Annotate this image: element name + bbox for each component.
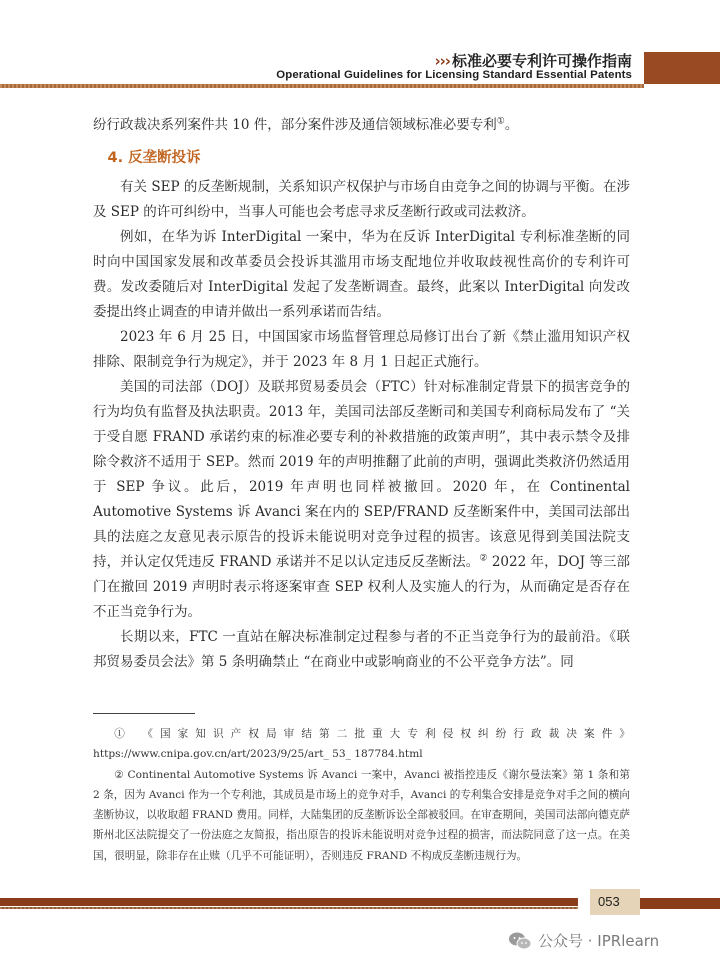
main-text (93, 113, 630, 675)
watermark-text: 公众号 · IPRlearn (538, 932, 660, 950)
page-number: 053 (590, 889, 640, 915)
footnotes (93, 724, 630, 866)
paragraph-4-text-cont: 2022 年，DOJ 等三部门在撤回 2019 声明时表示将逐案审查 SEP 权利人及实施人的行为，从而确定是否存在不正当竞争行为。 (93, 554, 630, 620)
paragraph-text: 纷行政裁决系列案件共 10 件，部分案件涉及通信领域标准必要专利 (93, 117, 497, 133)
footer-bar-right (640, 898, 720, 909)
section-heading: 4. 反垄断投诉 (107, 150, 201, 166)
paragraph-continued (93, 113, 630, 138)
header-rule (0, 84, 644, 88)
footer-bar-stripe (0, 907, 578, 909)
footnote-divider (93, 713, 195, 714)
paragraph-1: 有关 SEP 的反垄断规制，关系知识产权保护与市场自由竞争之间的协调与平衡。在涉及 SEP 的许可纠纷中，当事人可能也会考虑寻求反垄断行政或司法救济。 (93, 179, 630, 220)
paragraph-4-text: 美国的司法部（DOJ）及联邦贸易委员会（FTC）针对标准制定背景下的损害竞争的行为均负有监督及执法职责。2013 年，美国司法部反垄断司和美国专利商标局发布了 “关于受自愿 FRAND 承诺约束的标准必要专利的补救措施的政策声明”，其中表示禁令及排除令救济不适用于 SEP。然而 2019 年的声明推翻了此前的声明，强调此类救济仍然适用于 SEP 争议。此后，2019 年声明也同样被撤回。2020 年，在 Continental Automotive Systems 诉 Avanci 案在内的 SEP/FRAND 反垄断案件中，美国司法部出具的法庭之友意见表示原告的投诉未能说明对竞争过程的损害。该意见得到美国法院支持，并认定仅凭违反 FRAND 承诺并不足以认定违反反垄断法。 (93, 379, 630, 570)
header-accent-block (644, 52, 720, 84)
footnote-ref-1[interactable]: ① (496, 116, 505, 127)
footer-bar (0, 898, 578, 906)
paragraph-2: 例如，在华为诉 InterDigital 一案中，华为在反诉 InterDigital 专利标准垄断的同时向中国国家发展和改革委员会投诉其滥用市场支配地位并收取歧视性高价的专利许可费。发改委随后对 InterDigital 发起了发垄断调查。最终，此案以 InterDigital 向发改委提出终止调查的申请并做出一系列承诺而告结。 (93, 229, 630, 320)
footnote-2: ② Continental Automotive Systems 诉 Avanci 一案中，Avanci 被指控违反《谢尔曼法案》第 1 条和第 2 条，因为 Avanci 作为一个专利池，其成员是市场上的竞争对手，Avanci 的专利集合安排是竞争对手之间的横向垄断协议，以收取超 FRAND 费用。同样，大陆集团的反垄断诉讼全部被驳回。在审查期间，美国司法部向德克萨斯州北区法院提交了一份法庭之友简报，指出原告的投诉未能说明对竞争过程的损害，而法院同意了这一点。在美国，很明显，除非存在止赎（几乎不可能证明），否则违反 FRAND 不构成反垄断违规行为。 (93, 768, 630, 862)
paragraph-end: 。 (504, 117, 519, 133)
watermark (508, 930, 659, 951)
paragraph-5: 长期以来，FTC 一直站在解决标准制定过程参与者的不正当竞争行为的最前沿。《联邦贸易委员会法》第 5 条明确禁止 “在商业中或影响商业的不公平竞争方法”。同 (93, 629, 630, 670)
header-title (434, 50, 632, 71)
footnote-ref-2[interactable]: ② (479, 553, 488, 564)
page-header (0, 0, 720, 90)
paragraph-3: 2023 年 6 月 25 日，中国国家市场监督管理总局修订出台了新《禁止滥用知识产权排除、限制竞争行为规定》，并于 2023 年 8 月 1 日起正式施行。 (93, 329, 630, 370)
footnote-1: ① 《国家知识产权局审结第二批重大专利侵权纠纷行政裁决案件》 https://www.cnipa.gov.cn/art/2023/9/25/art_ 53_ 187784.html (93, 728, 630, 761)
header-subtitle: Operational Guidelines for Licensing Standard Essential Patents (276, 69, 632, 81)
header-title-text: 标准必要专利许可操作指南 (451, 52, 632, 70)
chevrons-icon: ››› (434, 52, 450, 70)
wechat-icon (508, 931, 532, 951)
paragraph-4 (93, 375, 630, 625)
